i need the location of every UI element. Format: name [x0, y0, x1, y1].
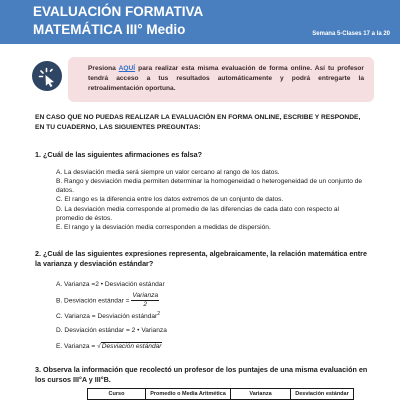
notice-text: Presiona AQUÍ para realizar esta misma evaluación de forma online. Así tu profesor tendrá acceso a tus resultados automáticamente y podrá entregarte la retroalimentación oportuna. [88, 65, 364, 92]
q2-option-d: D. Desviación estándar = 2 • Varianza [56, 327, 167, 334]
header-banner [0, 0, 400, 44]
question-2-title: 2. ¿Cuál de las siguientes expresiones representa, algebraicamente, la relación matemática entre la varianza y desviación estándar? [35, 249, 367, 268]
q2-option-e: E. Varianza = √Desviación estándar [56, 343, 162, 350]
q1-option-d: D. La desviación media corresponde al promedio de las diferencias de cada dato con respecto al promedio de éstos. [56, 206, 339, 222]
table-header-desviacion: Desviación estándar [291, 389, 354, 400]
q2-option-c: C. Varianza = Desviación estándar$^2$ [56, 311, 160, 321]
page-subtitle: MATEMÁTICA III° Medio [33, 22, 186, 37]
online-evaluation-link[interactable]: AQUÍ [118, 65, 136, 72]
question-1-title: 1. ¿Cuál de las siguientes afirmaciones es falsa? [35, 150, 202, 159]
week-label: Semana 5-Clases 17 a la 20 [312, 31, 390, 37]
q1-option-c: C. El rango es la diferencia entre los datos extremos de un conjunto de datos. [56, 196, 284, 203]
scores-table [87, 388, 354, 400]
table-header-varianza: Varianza [231, 389, 291, 400]
notice-box [68, 57, 374, 102]
fraction: $\frac{\text{Varianza}}{2}$ [132, 292, 159, 308]
online-notice [32, 57, 368, 102]
table-header-promedio: Promedio o Media Aritmética [146, 389, 231, 400]
page-title: EVALUACIÓN FORMATIVA [33, 4, 204, 19]
question-3-title: 3. Observa la información que recolectó un profesor de los puntajes de una misma evaluación en los cursos III°A y III°B. [35, 365, 368, 384]
q2-option-a: A. Varianza =2 • Desviación estándar [56, 281, 165, 288]
q1-option-e: E. El rango y la desviación media corresponden a medidas de dispersión. [56, 224, 271, 231]
table-header-curso: Curso [88, 389, 146, 400]
cursor-click-icon [32, 61, 62, 91]
instructions: EN CASO QUE NO PUEDAS REALIZAR LA EVALUACIÓN EN FORMA ONLINE, ESCRIBE Y RESPONDE, EN TU CUADERNO, LAS SIGUIENTES PREGUNTAS: [35, 114, 361, 131]
q2-option-b: B. Desviación estándar = $\frac{\text{Varianza}}{2}$ [56, 292, 159, 308]
q1-option-b: B. Rango y desviación media permiten determinar la homogeneidad o heterogeneidad de un conjunto de datos. [56, 178, 363, 194]
q1-option-a: A. La desviación media será siempre un valor cercano al rango de los datos. [56, 169, 280, 176]
